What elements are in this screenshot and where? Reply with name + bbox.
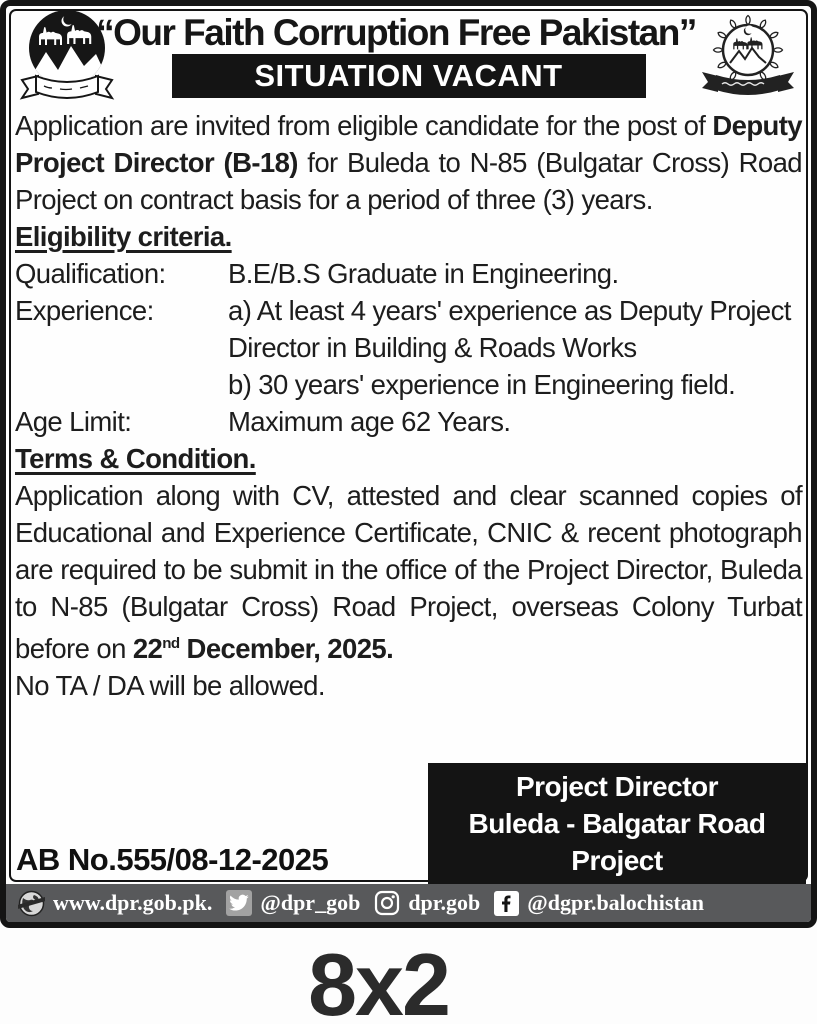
advert-body <box>15 107 802 704</box>
qualification-label: Qualification: <box>15 258 166 289</box>
instagram-handle: dpr.gob <box>408 890 481 915</box>
situation-vacant-banner: SITUATION VACANT <box>172 54 646 98</box>
twitter-item <box>226 890 360 916</box>
terms-text: Application along with CV, attested and clear scanned copies of Educational and Experience Certificate, CNIC & recent photograph are required to be submit in the office of the Project Director, Buleda to N-85 (Bulgatar Cross) Road Project, overseas Colony Turbat before on <box>15 480 802 665</box>
twitter-handle: @dpr_gob <box>260 890 361 915</box>
dpr-contact-footer <box>6 884 811 922</box>
signature-line-1: Project Director <box>515 771 719 802</box>
facebook-icon <box>494 891 519 916</box>
instagram-item <box>374 890 480 916</box>
age-limit-row <box>15 403 802 440</box>
qualification-row <box>15 255 802 292</box>
intro-text-pre: Application are invited from eligible candidate for the post of <box>15 110 713 141</box>
age-limit-label: Age Limit: <box>15 406 132 437</box>
motto-headline: “Our Faith Corruption Free Pakistan” <box>96 12 696 53</box>
signature-line-3: Project <box>571 845 663 876</box>
instagram-icon <box>374 890 400 916</box>
website-url: www.dpr.gob.pk. <box>53 890 213 915</box>
intro-text-post: for Buleda to N-85 (Bulgatar Cross) Road Project on contract basis for a period of three (3) years. <box>15 147 802 215</box>
facebook-handle: @dgpr.balochistan <box>527 890 705 915</box>
twitter-icon <box>226 890 252 916</box>
ordinal-suffix: nd <box>162 635 180 652</box>
experience-row <box>15 292 802 403</box>
facebook-item <box>494 890 704 916</box>
post-title: Deputy Project Director (B-18) <box>15 110 802 178</box>
signature-line-2: Buleda - Balgatar Road <box>468 808 766 839</box>
signature-box <box>428 763 806 884</box>
intro-paragraph <box>15 107 802 218</box>
ab-reference-number: AB No.555/08-12-2025 <box>16 842 329 877</box>
advert-size-tag: 8x2 <box>308 935 449 1024</box>
terms-heading: Terms & Condition. <box>15 443 256 474</box>
eligibility-heading: Eligibility criteria. <box>15 221 232 252</box>
qualification-value: B.E/B.S Graduate in Engineering. <box>228 258 619 289</box>
globe-icon <box>18 890 45 917</box>
no-ta-da-note: No TA / DA will be allowed. <box>15 670 325 702</box>
age-limit-value: Maximum age 62 Years. <box>228 406 511 437</box>
experience-item-a: a) At least 4 years' experience as Deputy Project Director in Building & Roads Works <box>228 295 791 363</box>
deadline-date: 22nd December, 2025. <box>132 633 394 665</box>
experience-item-b: b) 30 years' experience in Engineering field. <box>228 369 736 400</box>
experience-label: Experience: <box>15 295 154 326</box>
website-item <box>18 890 212 917</box>
experience-value <box>228 292 802 403</box>
terms-paragraph <box>15 477 802 667</box>
